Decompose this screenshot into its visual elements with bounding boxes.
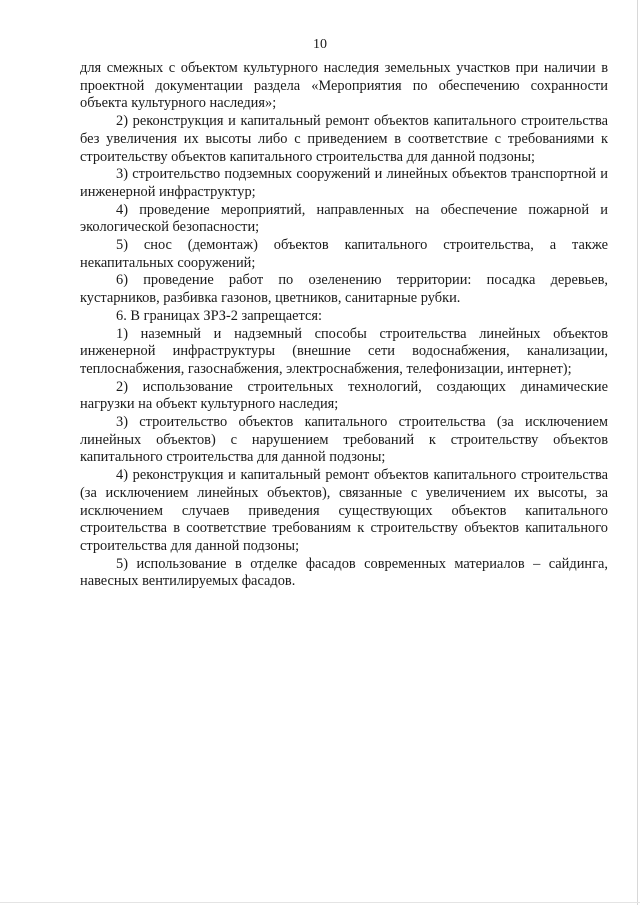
page-number: 10: [313, 37, 327, 52]
section-heading-zrz2-prohibited: 6. В границах ЗРЗ-2 запрещается:: [116, 307, 323, 324]
paragraph-prohibited-item-1: 1) наземный и надземный способы строительства линейных объектов инженерной инфраструктуры (внешние сети водоснабжения, канализации, теплоснабжения, газоснабжения, электроснабжения, телефонизации, интернет);: [80, 325, 608, 377]
paragraph-continuation: для смежных с объектом культурного наследия земельных участков при наличии в проектной документации раздела «Мероприятия по обеспечению сохранности объекта культурного наследия»;: [80, 60, 608, 112]
paragraph-allowed-item-6: 6) проведение работ по озеленению территории: посадка деревьев, кустарников, разбивка газонов, цветников, санитарные рубки.: [80, 272, 608, 307]
paragraph-allowed-item-2: 2) реконструкция и капитальный ремонт объектов капитального строительства без увеличения их высоты либо с приведением в соответствие с требованиями к строительству объектов капитального строительства для данной подзоны;: [80, 113, 608, 165]
paragraph-prohibited-item-4: 4) реконструкция и капитальный ремонт объектов капитального строительства (за исключением линейных объектов), связанные с увеличением их высоты, за исключением случаев приведения существующих объектов капитального строительства в соответствие требованиям к строительству объектов капитального строительства для данной подзоны;: [80, 467, 608, 554]
paragraph-prohibited-item-5: 5) использование в отделке фасадов современных материалов – сайдинга, навесных вентилируемых фасадов.: [80, 555, 608, 590]
paragraph-allowed-item-5: 5) снос (демонтаж) объектов капитального строительства, а также некапитальных сооружений;: [80, 237, 608, 271]
paragraph-prohibited-item-2: 2) использование строительных технологий, создающих динамические нагрузки на объект культурного наследия;: [80, 378, 608, 413]
paragraph-allowed-item-3: 3) строительство подземных сооружений и линейных объектов транспортной и инженерной инфраструктур;: [80, 166, 608, 200]
scan-edge-right: [637, 0, 638, 905]
document-body: [80, 60, 608, 591]
paragraph-prohibited-item-3: 3) строительство объектов капитального строительства (за исключением линейных объектов) с нарушением требований к строительству объектов капитального строительства для данной подзоны;: [80, 414, 608, 466]
scan-edge-bottom: [0, 902, 640, 903]
paragraph-allowed-item-4: 4) проведение мероприятий, направленных на обеспечение пожарной и экологической безопасности;: [80, 201, 608, 236]
